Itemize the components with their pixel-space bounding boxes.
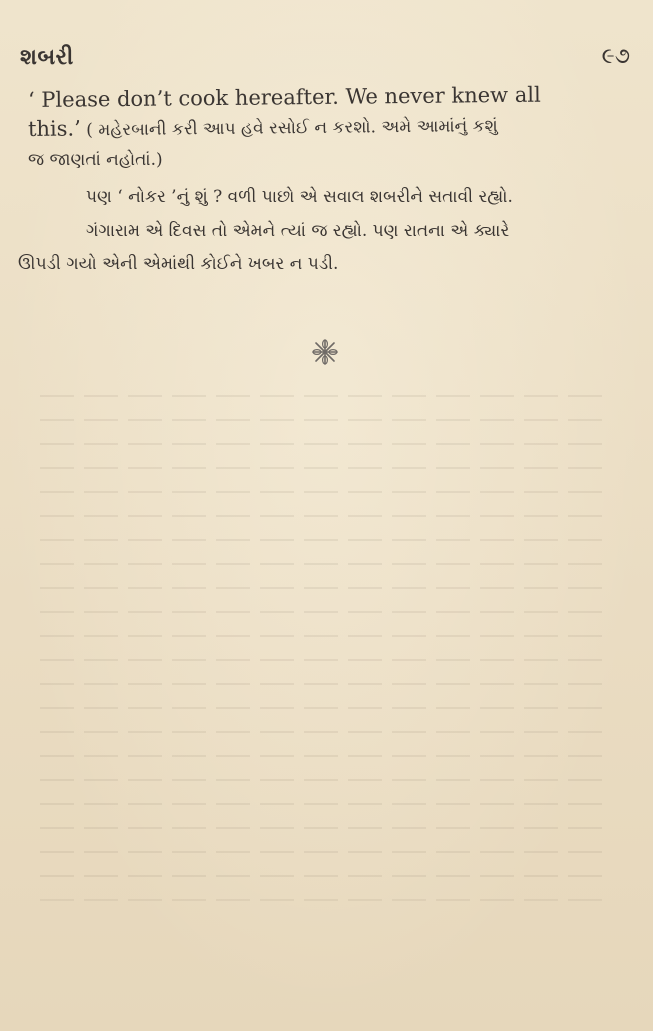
quote-gujarati-translation: ( મહેરબાની કરી આપ હવે રસોઈ ન કરશો. અમે આમાંનું કશું: [80, 116, 498, 141]
paragraph-line: જ જાણતાં નહોતાં.): [28, 150, 163, 171]
show-through-text: [40, 395, 610, 955]
asterism-flower-icon: [311, 338, 339, 366]
quote-english-line: ‘ Please don’t cook hereafter. We never knew all: [27, 82, 541, 112]
running-head: શબરી: [20, 44, 74, 70]
paragraph-line: ઊપડી ગયો એની એમાંથી કોઈને ખબર ન પડી.: [18, 253, 339, 274]
quote-line-two: [28, 111, 628, 142]
body-text: [18, 82, 628, 274]
quote-english-end: this.’: [27, 116, 81, 142]
page-header: [20, 44, 630, 84]
paragraph-line: ગંગારામ એ દિવસ તો એમને ત્યાં જ રહ્યો. પણ રાતના એ ક્યારે: [86, 221, 510, 242]
page-number: ૯૭: [601, 44, 630, 69]
paragraph-line: પણ ‘ નોકર ’નું શું ? વળી પાછો એ સવાલ શબરીને સતાવી રહ્યો.: [86, 186, 513, 207]
